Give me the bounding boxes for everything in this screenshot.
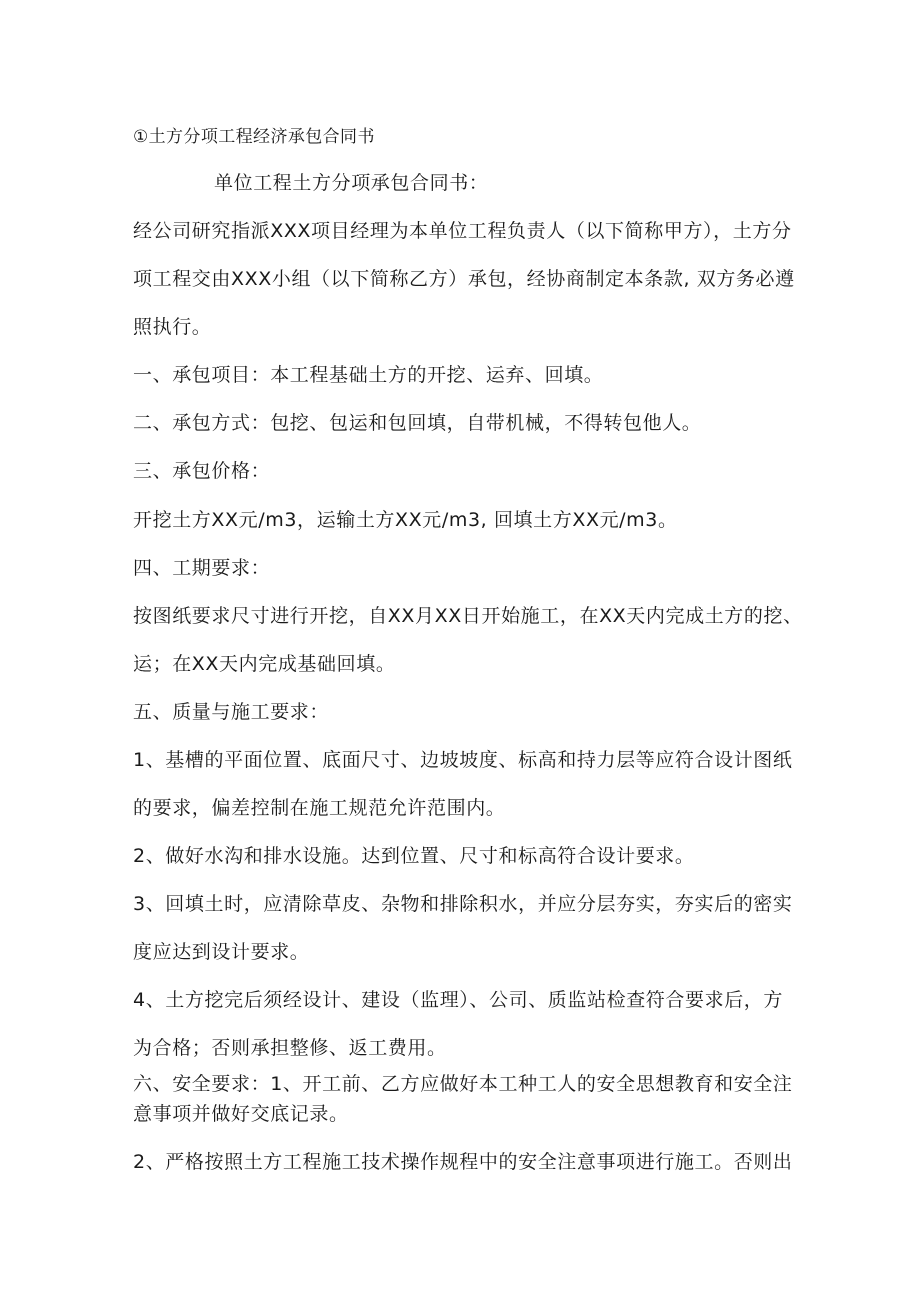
text-line: 3、回填土时，应清除草皮、杂物和排除积水，并应分层夯实，夯实后的密实: [133, 893, 793, 915]
section-heading: 一、承包项目：本工程基础土方的开挖、运弃、回填。: [133, 364, 604, 386]
text-line: 2、严格按照土方工程施工技术操作规程中的安全注意事项进行施工。否则出: [133, 1151, 793, 1173]
text-line: 为合格；否则承担整修、返工费用。: [133, 1037, 447, 1059]
document-subtitle: 单位工程土方分项承包合同书：: [214, 172, 489, 194]
text-line: 项工程交由XXX小组（以下简称乙方）承包，经协商制定本条款, 双方务必遵: [133, 268, 795, 290]
text-line: 2、做好水沟和排水设施。达到位置、尺寸和标高符合设计要求。: [133, 845, 695, 867]
text-line: 1、基槽的平面位置、底面尺寸、边坡坡度、标高和持力层等应符合设计图纸: [133, 749, 793, 771]
text-line: 经公司研究指派XXX项目经理为本单位工程负责人（以下简称甲方），土方分: [133, 220, 792, 242]
text-line: 开挖土方XX元/m3，运输土方XX元/m3, 回填土方XX元/m3。: [133, 509, 678, 531]
section-heading: 三、承包价格：: [133, 460, 271, 482]
text-line: 按图纸要求尺寸进行开挖，自XX月XX日开始施工，在XX天内完成土方的挖、: [133, 605, 803, 627]
text-line: 运；在XX天内完成基础回填。: [133, 653, 396, 675]
text-line: 照执行。: [133, 316, 212, 338]
section-heading: 二、承包方式：包挖、包运和包回填，自带机械，不得转包他人。: [133, 412, 702, 434]
text-line: 4、土方挖完后须经设计、建设（监理）、公司、质监站检查符合要求后，方: [133, 989, 783, 1011]
text-line: 意事项并做好交底记录。: [133, 1103, 349, 1125]
section-heading: 五、质量与施工要求：: [133, 701, 330, 723]
text-line: 的要求，偏差控制在施工规范允许范围内。: [133, 797, 506, 819]
text-line: 度应达到设计要求。: [133, 941, 310, 963]
section-heading: 六、安全要求：1、开工前、乙方应做好本工种工人的安全思想教育和安全注: [133, 1073, 793, 1095]
section-heading: 四、工期要求：: [133, 557, 271, 579]
document-title: ①土方分项工程经济承包合同书: [133, 127, 375, 147]
